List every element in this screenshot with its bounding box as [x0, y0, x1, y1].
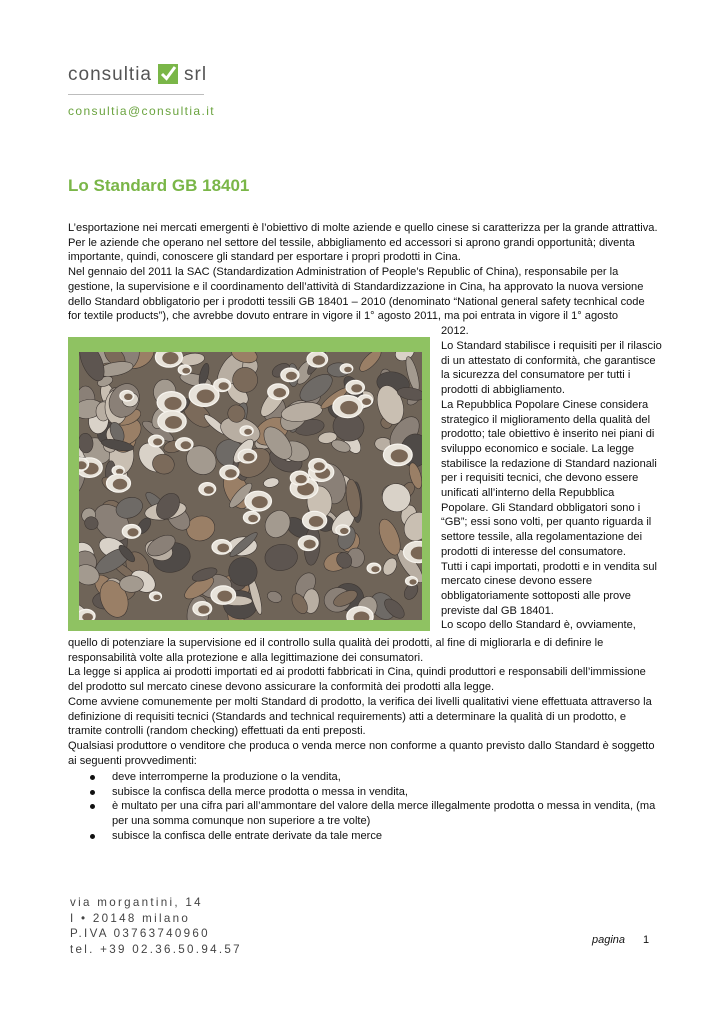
sanctions-list	[90, 770, 660, 844]
law-paragraph: La legge si applica ai prodotti importati ed ai prodotti fabbricati in Cina, quindi produttori e responsabili dell’immissione del prodotto sul mercato cinese devono assicurare la conformità dei prodotti alla legge.	[68, 666, 646, 694]
list-item	[90, 829, 660, 844]
intro-paragraph: L’esportazione nei mercati emergenti è l’obiettivo di molte aziende e quello cinese si caratterizza per la grande attrattiva. Per le aziende che operano nel settore del tessile, abbigliamento ed accessori si aprono grandi opportunità; diventa importante, quindi, conoscere gli standard per esportare i propri prodotti in Cina.	[68, 222, 658, 264]
address-street: via morgantini, 14	[70, 896, 203, 909]
verification-paragraph: Come avviene comunemente per molti Standard di prodotto, la verifica dei livelli qualitativi viene effettuata attraverso la definizione di requisiti tecnici (Standards and technical requirements) atti a determinare la qualità di un prodotto, e tramite controlli (random checking) effettuati da enti preposti.	[68, 695, 652, 738]
page-number: 1	[643, 934, 650, 946]
side-paragraph-3: Tutti i capi importati, prodotti e in vendita sul mercato cinese devono essere obbligatoriamente sottoposti alle prove previste dal GB 18401.	[441, 560, 658, 617]
bullet-icon	[90, 834, 95, 839]
sanctions-intro: Qualsiasi produttore o venditore che produca o venda merce non conforme a quanto previsto dallo Standard è soggetto ai seguenti provvedimenti:	[68, 739, 655, 767]
page-indicator	[592, 934, 649, 946]
logo-brand-name: consultia	[68, 64, 152, 85]
logo-brand-suffix: srl	[184, 64, 208, 85]
address-phone: tel. +39 02.36.50.94.57	[70, 942, 242, 956]
pebbles-shells-photo	[79, 352, 422, 620]
body-text	[68, 636, 663, 768]
page-label: pagina	[592, 934, 626, 946]
company-logo	[68, 64, 208, 95]
list-item-text: subisce la confisca della merce prodotta o messa in vendita,	[112, 785, 408, 798]
list-item	[90, 785, 660, 800]
bullet-icon	[90, 804, 95, 809]
image-frame	[68, 337, 430, 631]
history-year: 2012.	[441, 325, 469, 337]
address-city: I • 20148 milano	[70, 911, 191, 925]
page-title: Lo Standard GB 18401	[68, 176, 250, 195]
address-vat: P.IVA 03763740960	[70, 927, 210, 941]
list-item	[90, 799, 660, 828]
intro-text	[68, 221, 660, 324]
list-item-text: deve interromperne la produzione o la vendita,	[112, 771, 341, 783]
side-paragraph-2: La Repubblica Popolare Cinese considera strategico il miglioramento della qualità del prodotto; tale obiettivo è inserito nei piani di sviluppo economico e sociale. La legge stabilisce la redazione di Standard nazionali per i requisiti tecnici, che devono essere unificati all’interno della Repubblica Popolare. Gli Standard obbligatori sono i “GB”; essi sono volti, per quanto riguarda il settore tessile, alla regolamentazione dei prodotti di interesse del consumatore.	[441, 398, 657, 558]
scope-continuation: quello di potenziare la supervisione ed il controllo sulla qualità dei prodotti, al fine di migliorarla e di definire le responsabilità volte alla protezione e alla legittimazione dei consumatori.	[68, 637, 604, 664]
side-paragraph-1: Lo Standard stabilisce i requisiti per il rilascio di un attestato di conformità, che garantisce la sicurezza del consumatore per tutti i prodotti di abbigliamento.	[441, 340, 662, 397]
history-paragraph: Nel gennaio del 2011 la SAC (Standardization Administration of People’s Republic of China), responsabile per la gestione, la supervisione e il coordinamento dell’attività di Standardizzazione in Cina, ha approvato la nuova versione dello Standard obbligatorio per i prodotti tessili GB 18401 – 2010 (denominato “National general safety tecnhical code for textile products”), che avrebbe dovuto entrare in vigore il 1° agosto 2011, ma poi entrata in vigore il 1° agosto	[68, 266, 645, 323]
check-icon	[158, 64, 178, 84]
list-item-text: subisce la confisca delle entrate derivate da tale merce	[112, 829, 383, 842]
side-column	[441, 339, 663, 633]
footer-address	[70, 895, 242, 957]
list-item-text: è multato per una cifra pari all’ammontare del valore della merce illegalmente prodotta o messa in vendita, (ma per una somma comunque non superiore a tre volte)	[112, 800, 656, 828]
header-email[interactable]: consultia@consultia.it	[68, 104, 216, 118]
list-item	[90, 770, 660, 785]
logo-divider	[68, 94, 204, 95]
bullet-icon	[90, 790, 95, 795]
side-paragraph-4: Lo scopo dello Standard è, ovviamente,	[441, 619, 636, 632]
bullet-icon	[90, 775, 95, 780]
